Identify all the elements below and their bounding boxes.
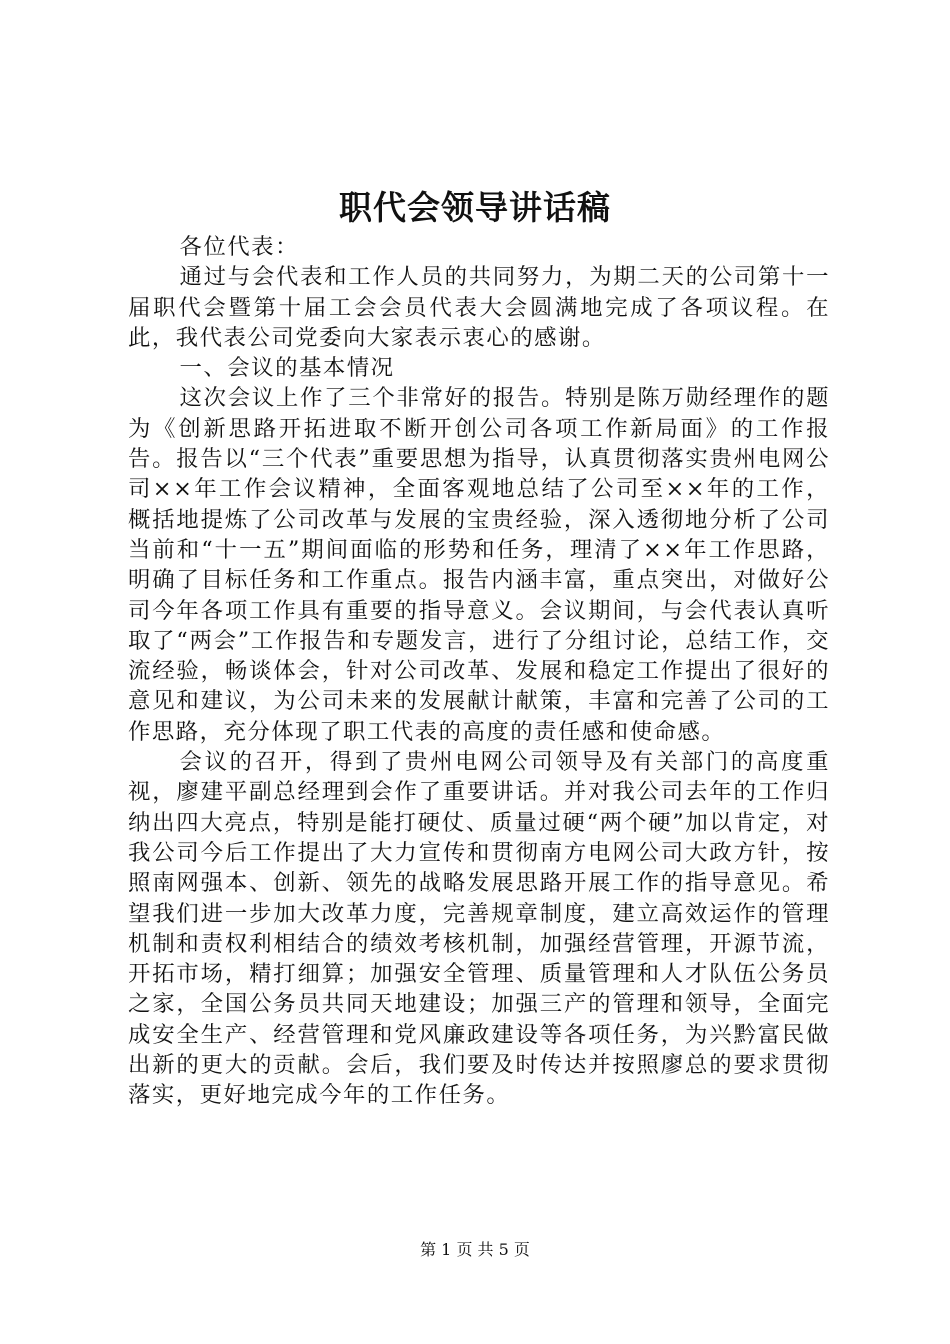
salutation-paragraph: 各位代表：: [179, 234, 299, 260]
document-title: 职代会领导讲话稿: [339, 188, 611, 227]
page-footer: 第 1 页 共 5 页: [420, 1240, 530, 1259]
section-heading: 一、会议的基本情况: [179, 355, 395, 382]
document-body: [128, 232, 830, 1111]
body-paragraph: 会议的召开，得到了贵州电网公司领导及有关部门的高度重视，廖建平副总经理到会作了重要讲话。并对我公司去年的工作归纳出四大亮点，特别是能打硬仗、质量过硬“两个硬”加以肯定，对我公司今后工作提出了大力宣传和贯彻南方电网公司大政方针，按照南网强本、创新、领先的战略发展思路开展工作的指导意见。希望我们进一步加大改革力度，完善规章制度，建立高效运作的管理机制和责权利相结合的绩效考核机制，加强经营管理，开源节流，开拓市场，精打细算；加强安全管理、质量管理和人才队伍公务员之家，全国公务员共同天地建设；加强三产的管理和领导，全面完成安全生产、经营管理和党风廉政建设等各项任务，为兴黔富民做出新的更大的贡献。会后，我们要及时传达并按照廖总的要求贯彻落实，更好地完成今年的工作任务。: [128, 749, 830, 1109]
body-paragraph: 这次会议上作了三个非常好的报告。特别是陈万勋经理作的题为《创新思路开拓进取不断开创公司各项工作新局面》的工作报告。报告以“三个代表”重要思想为指导，认真贯彻落实贵州电网公司××年工作会议精神，全面客观地总结了公司至××年的工作，概括地提炼了公司改革与发展的宝贵经验，深入透彻地分析了公司当前和“十一五”期间面临的形势和任务，理清了××年工作思路，明确了目标任务和工作重点。报告内涵丰富，重点突出，对做好公司今年各项工作具有重要的指导意义。会议期间，与会代表认真听取了“两会”工作报告和专题发言，进行了分组讨论，总结工作，交流经验，畅谈体会，针对公司改革、发展和稳定工作提出了很好的意见和建议，为公司未来的发展献计献策，丰富和完善了公司的工作思路，充分体现了职工代表的高度的责任感和使命感。: [128, 385, 830, 745]
intro-paragraph: 通过与会代表和工作人员的共同努力，为期二天的公司第十一届职代会暨第十届工会会员代表大会圆满地完成了各项议程。在此，我代表公司党委向大家表示衷心的感谢。: [128, 264, 830, 351]
